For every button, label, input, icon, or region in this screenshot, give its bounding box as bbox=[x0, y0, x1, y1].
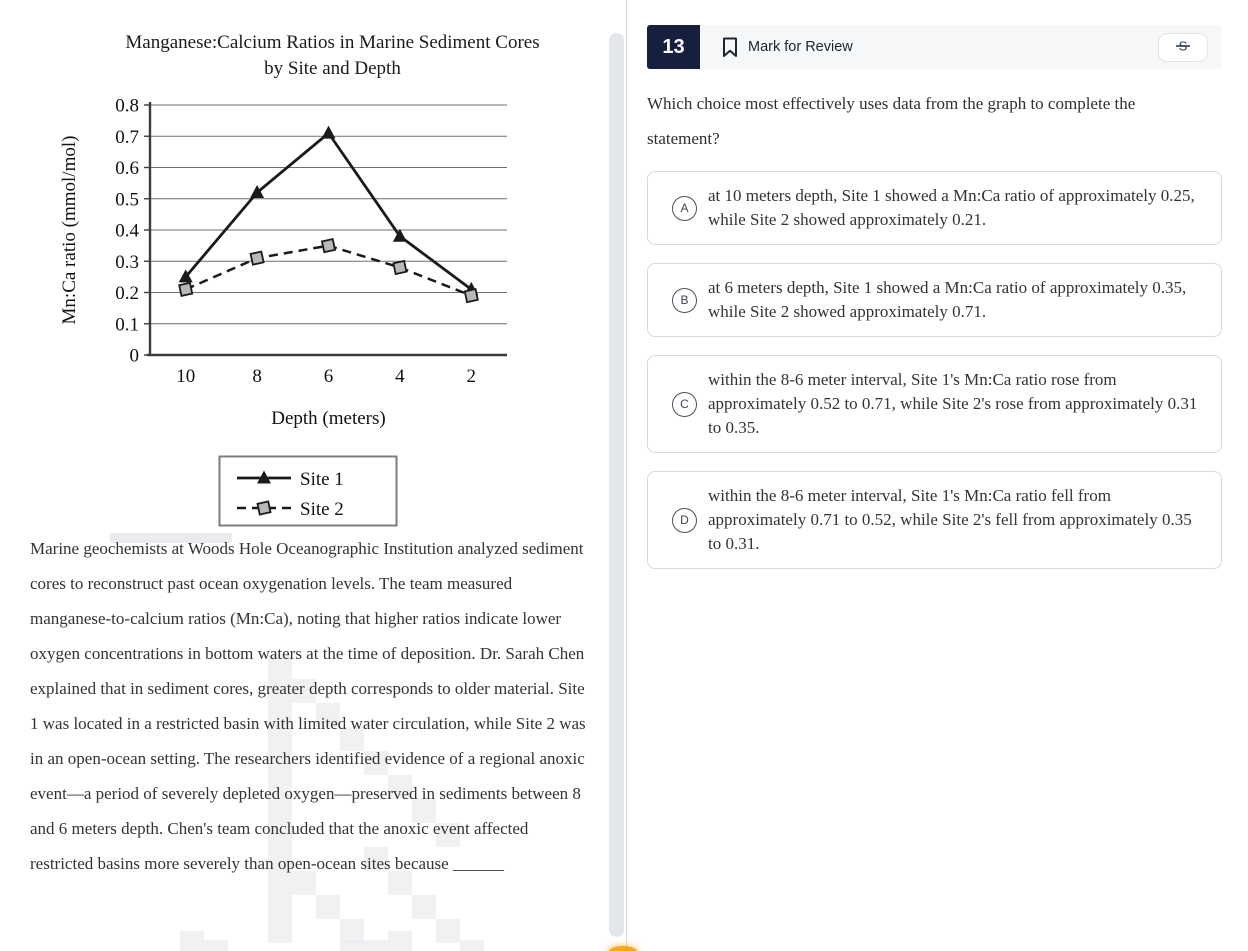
question-panel bbox=[647, 0, 1222, 951]
svg-text:0.8: 0.8 bbox=[115, 95, 139, 117]
choice-a-text: at 10 meters depth, Site 1 showed a Mn:Ca ratio of approximately 0.25, while Site 2 showed approximately 0.21. bbox=[708, 186, 1195, 229]
question-number: 13 bbox=[647, 25, 700, 69]
bottom-peek-button[interactable] bbox=[608, 946, 638, 951]
svg-text:6: 6 bbox=[323, 366, 334, 387]
passage-text: Marine geochemists at Woods Hole Oceanographic Institution analyzed sediment cores to reconstruct past ocean oxygenation levels. The team measured manganese-to-calcium ratios (Mn:Ca), noting that higher ratios indicate lower oxygen concentrations in bottom waters at the time of deposition. Dr. Sarah Chen explained that in sediment cores, greater depth corresponds to older material. Site 1 was located in a restricted basin with limited water circulation, while Site 2 was in an open-ocean setting. The researchers identified evidence of a regional anoxic event—a period of severely depleted oxygen—preserved in sediments between 8 and 6 meters depth. Chen's team concluded that the anoxic event affected restricted basins more severely than open-ocean sites because ______ bbox=[30, 539, 586, 873]
mark-for-review-button[interactable] bbox=[722, 37, 853, 58]
svg-text:2: 2 bbox=[466, 366, 477, 387]
choice-a[interactable] bbox=[647, 171, 1222, 245]
svg-text:by Site and Depth: by Site and Depth bbox=[264, 58, 401, 79]
choice-a-badge: A bbox=[672, 196, 697, 221]
mn-ca-line-chart bbox=[0, 0, 620, 540]
svg-text:0.6: 0.6 bbox=[115, 158, 139, 179]
svg-text:0.3: 0.3 bbox=[115, 251, 139, 273]
svg-text:0.1: 0.1 bbox=[115, 314, 139, 336]
svg-text:Site 1: Site 1 bbox=[300, 469, 344, 490]
svg-text:0.7: 0.7 bbox=[115, 126, 139, 148]
panel-divider-line bbox=[626, 0, 627, 951]
choice-d-badge: D bbox=[672, 508, 697, 533]
choice-c-badge: C bbox=[672, 392, 697, 417]
question-prompt: Which choice most effectively uses data from the graph to complete the statement? bbox=[647, 94, 1136, 148]
svg-text:Site 2: Site 2 bbox=[300, 499, 344, 520]
choice-c[interactable] bbox=[647, 355, 1222, 453]
svg-text:8: 8 bbox=[252, 366, 262, 387]
svg-text:Depth (meters): Depth (meters) bbox=[271, 408, 386, 429]
strikethrough-icon bbox=[1174, 37, 1192, 58]
mark-for-review-label: Mark for Review bbox=[748, 39, 853, 55]
choice-c-text: within the 8-6 meter interval, Site 1's Mn:Ca ratio rose from approximately 0.52 to 0.71, while Site 2's rose from approximately 0.31 to 0.35. bbox=[708, 370, 1198, 437]
svg-text:0.2: 0.2 bbox=[115, 283, 139, 304]
svg-text:Mn:Ca ratio (mmol/mol): Mn:Ca ratio (mmol/mol) bbox=[59, 135, 80, 325]
choice-d[interactable] bbox=[647, 471, 1222, 569]
answer-eliminator-button[interactable] bbox=[1158, 33, 1208, 62]
svg-text:0.4: 0.4 bbox=[115, 220, 139, 242]
svg-text:4: 4 bbox=[395, 366, 405, 387]
svg-text:Manganese:Calcium Ratios in Ma: Manganese:Calcium Ratios in Marine Sediment Cores bbox=[125, 32, 540, 53]
divider-scrollbar[interactable] bbox=[609, 33, 624, 937]
svg-text:0.5: 0.5 bbox=[115, 189, 139, 211]
choice-b-text: at 6 meters depth, Site 1 showed a Mn:Ca ratio of approximately 0.35, while Site 2 showed approximately 0.71. bbox=[708, 278, 1187, 321]
bookmark-icon bbox=[722, 37, 738, 58]
svg-text:10: 10 bbox=[176, 366, 196, 387]
choice-d-text: within the 8-6 meter interval, Site 1's Mn:Ca ratio fell from approximately 0.71 to 0.52, while Site 2's fell from approximately 0.35 to 0.31. bbox=[708, 486, 1192, 553]
svg-text:0: 0 bbox=[129, 345, 139, 367]
choice-b[interactable] bbox=[647, 263, 1222, 337]
answer-choices bbox=[647, 171, 1222, 569]
choice-b-badge: B bbox=[672, 288, 697, 313]
svg-text:S: S bbox=[1178, 38, 1188, 53]
question-header bbox=[647, 25, 1222, 69]
